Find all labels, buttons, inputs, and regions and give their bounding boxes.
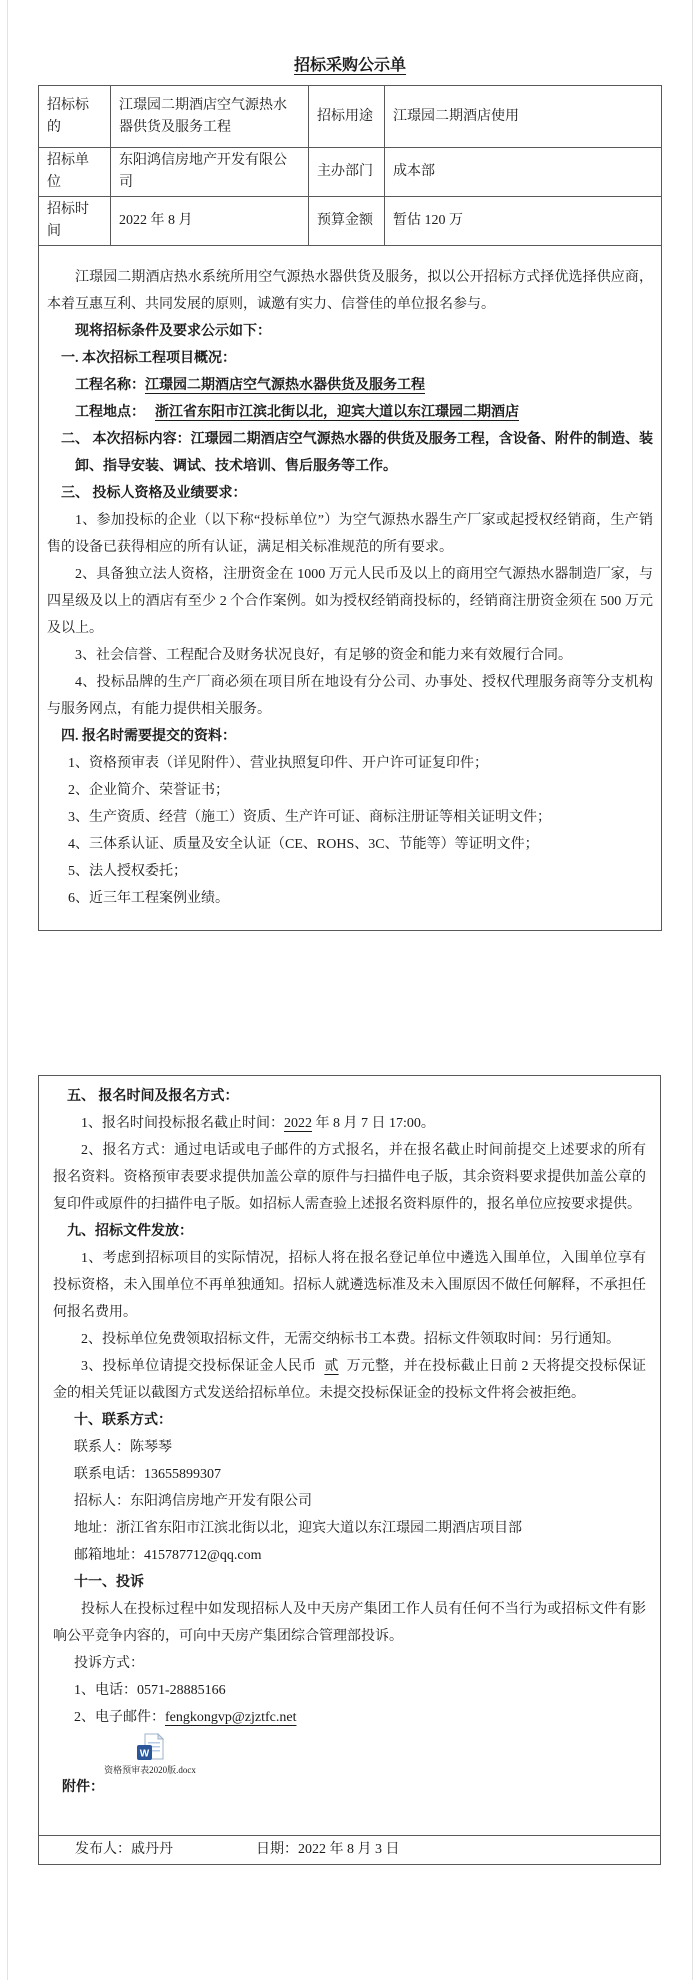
field-value-purpose: 江璟园二期酒店使用: [385, 86, 662, 148]
page-edge-right: [692, 0, 693, 1980]
para-notice: 现将招标条件及要求公示如下：: [75, 324, 271, 339]
section-4-item: 5、法人授权委托；: [68, 864, 187, 879]
project-site-line: [47, 399, 653, 426]
table-row: [39, 197, 662, 246]
address-line: 地址：浙江省东阳市江滨北街以北，迎宾大道以东江璟园二期酒店项目部: [74, 1521, 522, 1536]
field-value-unit: 东阳鸿信房地产开发有限公司: [111, 148, 309, 197]
field-label-purpose: 招标用途: [309, 86, 385, 148]
contact-person-line: 联系人：陈琴琴: [74, 1440, 172, 1455]
complaint-phone-line: 1、电话：0571-28885166: [74, 1683, 226, 1698]
page1-body-cell: [39, 246, 662, 931]
complaint-email-line: [53, 1704, 646, 1731]
attachment-label: 附件：: [62, 1780, 104, 1795]
section-3-heading: 三、 投标人资格及业绩要求：: [61, 486, 247, 501]
info-table: [38, 85, 662, 931]
deposit-line: [53, 1353, 646, 1407]
email-line: 邮箱地址：415787712@qq.com: [74, 1548, 262, 1563]
section-4-heading: 四. 报名时需要提交的资料：: [61, 729, 236, 744]
section-4-item: 3、生产资质、经营（施工）资质、生产许可证、商标注册证等相关证明文件；: [68, 810, 551, 825]
attachment-file-name[interactable]: 资格预审表2020版.docx: [104, 1765, 196, 1775]
deposit-prefix: 3、投标单位请提交投标保证金人民币: [81, 1359, 317, 1374]
section-5-heading: 五、 报名时间及报名方式：: [67, 1089, 239, 1104]
field-label-time: 招标时间: [39, 197, 111, 246]
deadline-suffix: 年 8 月 7 日 17:00。: [312, 1116, 435, 1131]
section-4-item: 2、企业简介、荣誉证书；: [68, 783, 229, 798]
field-value-subject: 江璟园二期酒店空气源热水器供货及服务工程: [111, 86, 309, 148]
section-9-item: 1、考虑到招标项目的实际情况，招标人将在报名登记单位中遴选入围单位，入围单位享有投标资格，未入围单位不再单独通知。招标人就遴选标准及未入围原因不做任何解释，不承担任何报名费用。: [53, 1251, 646, 1320]
para-intro: 江璟园二期酒店热水系统所用空气源热水器供货及服务，拟以公开招标方式择优选择供应商，本着互惠互利、共同发展的原则，诚邀有实力、信誉佳的单位报名参与。: [47, 270, 653, 312]
project-site-value: 浙江省东阳市江滨北街以北，迎宾大道以东江璟园二期酒店: [155, 405, 519, 420]
deadline-year: 2022: [284, 1116, 312, 1131]
field-label-budget: 预算金额: [309, 197, 385, 246]
footer-row: [39, 1835, 660, 1864]
word-docx-icon[interactable]: [136, 1733, 164, 1763]
complaint-method-label: 投诉方式：: [74, 1656, 144, 1671]
section-4-item: 4、三体系认证、质量及安全认证（CE、ROHS、3C、节能等）等证明文件；: [68, 837, 539, 852]
section-2-heading: 二、 本次招标内容：江璟园二期酒店空气源热水器的供货及服务工程，含设备、附件的制造、装卸、指导安装、调试、技术培训、售后服务等工作。: [61, 432, 653, 474]
deadline-prefix: 1、报名时间投标报名截止时间：: [81, 1116, 284, 1131]
section-11-heading: 十一、投诉: [74, 1575, 144, 1590]
section-9-item: 2、投标单位免费领取招标文件，无需交纳标书工本费。招标文件领取时间：另行通知。: [81, 1332, 620, 1347]
section-3-item: 4、投标品牌的生产厂商必须在项目所在地设有分公司、办事处、授权代理服务商等分支机构与服务网点，有能力提供相关服务。: [47, 675, 653, 717]
section-3-item: 2、具备独立法人资格，注册资金在 1000 万元人民币及以上的商用空气源热水器制造厂家，与四星级及以上的酒店有至少 2 个合作案例。如为授权经销商投标的，经销商注册资金须在 500 万元及以上。: [47, 567, 653, 636]
project-name-value: 江璟园二期酒店空气源热水器供货及服务工程: [145, 378, 425, 393]
section-4-item: 1、资格预审表（详见附件）、营业执照复印件、开户许可证复印件；: [68, 756, 488, 771]
tenderee-line: 招标人：东阳鸿信房地产开发有限公司: [74, 1494, 312, 1509]
complaint-email-link[interactable]: fengkongvp@zjztfc.net: [165, 1710, 297, 1725]
deadline-line: [53, 1110, 646, 1137]
registration-method-para: 2、报名方式：通过电话或电子邮件的方式报名，并在报名截止时间前提交上述要求的所有报名资料。资格预审表要求提供加盖公章的原件与扫描件电子版，其余资料要求提供加盖公章的复印件或原件的扫描件电子版。如招标人需查验上述报名资料原件的，报名单位应按要求提供。: [53, 1143, 646, 1212]
page2-section: [38, 1075, 661, 1865]
project-site-label: 工程地点：: [75, 405, 145, 420]
publish-date: [256, 1836, 400, 1864]
field-value-budget: 暂估 120 万: [385, 197, 662, 246]
svg-text:W: W: [139, 1748, 150, 1760]
project-name-line: [47, 372, 653, 399]
field-value-time: 2022 年 8 月: [111, 197, 309, 246]
page-edge-left: [7, 0, 8, 1980]
complaint-email-label: 2、电子邮件：: [74, 1710, 165, 1725]
section-9-heading: 九、招标文件发放：: [67, 1224, 193, 1239]
table-row-body: [39, 246, 662, 931]
section-3-item: 1、参加投标的企业（以下称“投标单位”）为空气源热水器生产厂家或起授权经销商，生产销售的设备已获得相应的所有认证，满足相关标准规范的所有要求。: [47, 513, 653, 555]
field-label-department: 主办部门: [309, 148, 385, 197]
field-value-department: 成本部: [385, 148, 662, 197]
section-10-heading: 十、联系方式：: [74, 1413, 172, 1428]
attachment-file[interactable]: [95, 1733, 205, 1776]
date-label: 日期：: [256, 1842, 298, 1857]
contact-phone-line: 联系电话：13655899307: [74, 1467, 221, 1482]
date-value: 2022 年 8 月 3 日: [298, 1842, 400, 1857]
section-4-item: 6、近三年工程案例业绩。: [68, 891, 229, 906]
complaint-para: 投标人在投标过程中如发现招标人及中天房产集团工作人员有任何不当行为或招标文件有影响公平竞争内容的，可向中天房产集团综合管理部投诉。: [53, 1602, 646, 1644]
deposit-amount: 贰: [324, 1359, 339, 1374]
field-label-unit: 招标单位: [39, 148, 111, 197]
field-label-subject: 招标标的: [39, 86, 111, 148]
publisher-name: 戚丹丹: [131, 1842, 173, 1857]
section-3-item: 3、社会信誉、工程配合及财务状况良好，有足够的资金和能力来有效履行合同。: [75, 648, 572, 663]
attachment-area: [53, 1731, 646, 1823]
publisher: [75, 1836, 173, 1864]
section-1-heading: 一. 本次招标工程项目概况：: [61, 351, 236, 366]
table-row: [39, 148, 662, 197]
project-name-label: 工程名称：: [75, 378, 145, 393]
deposit-suffix: 万元整，并在投标截止日前 2 天将提交投标保证金的相关凭证以截图方式发送给招标单位。未提交投标保证金的投标文件将会被拒绝。: [53, 1359, 647, 1401]
publisher-label: 发布人：: [75, 1842, 131, 1857]
table-row: [39, 86, 662, 148]
page-title: 招标采购公示单: [293, 57, 406, 74]
